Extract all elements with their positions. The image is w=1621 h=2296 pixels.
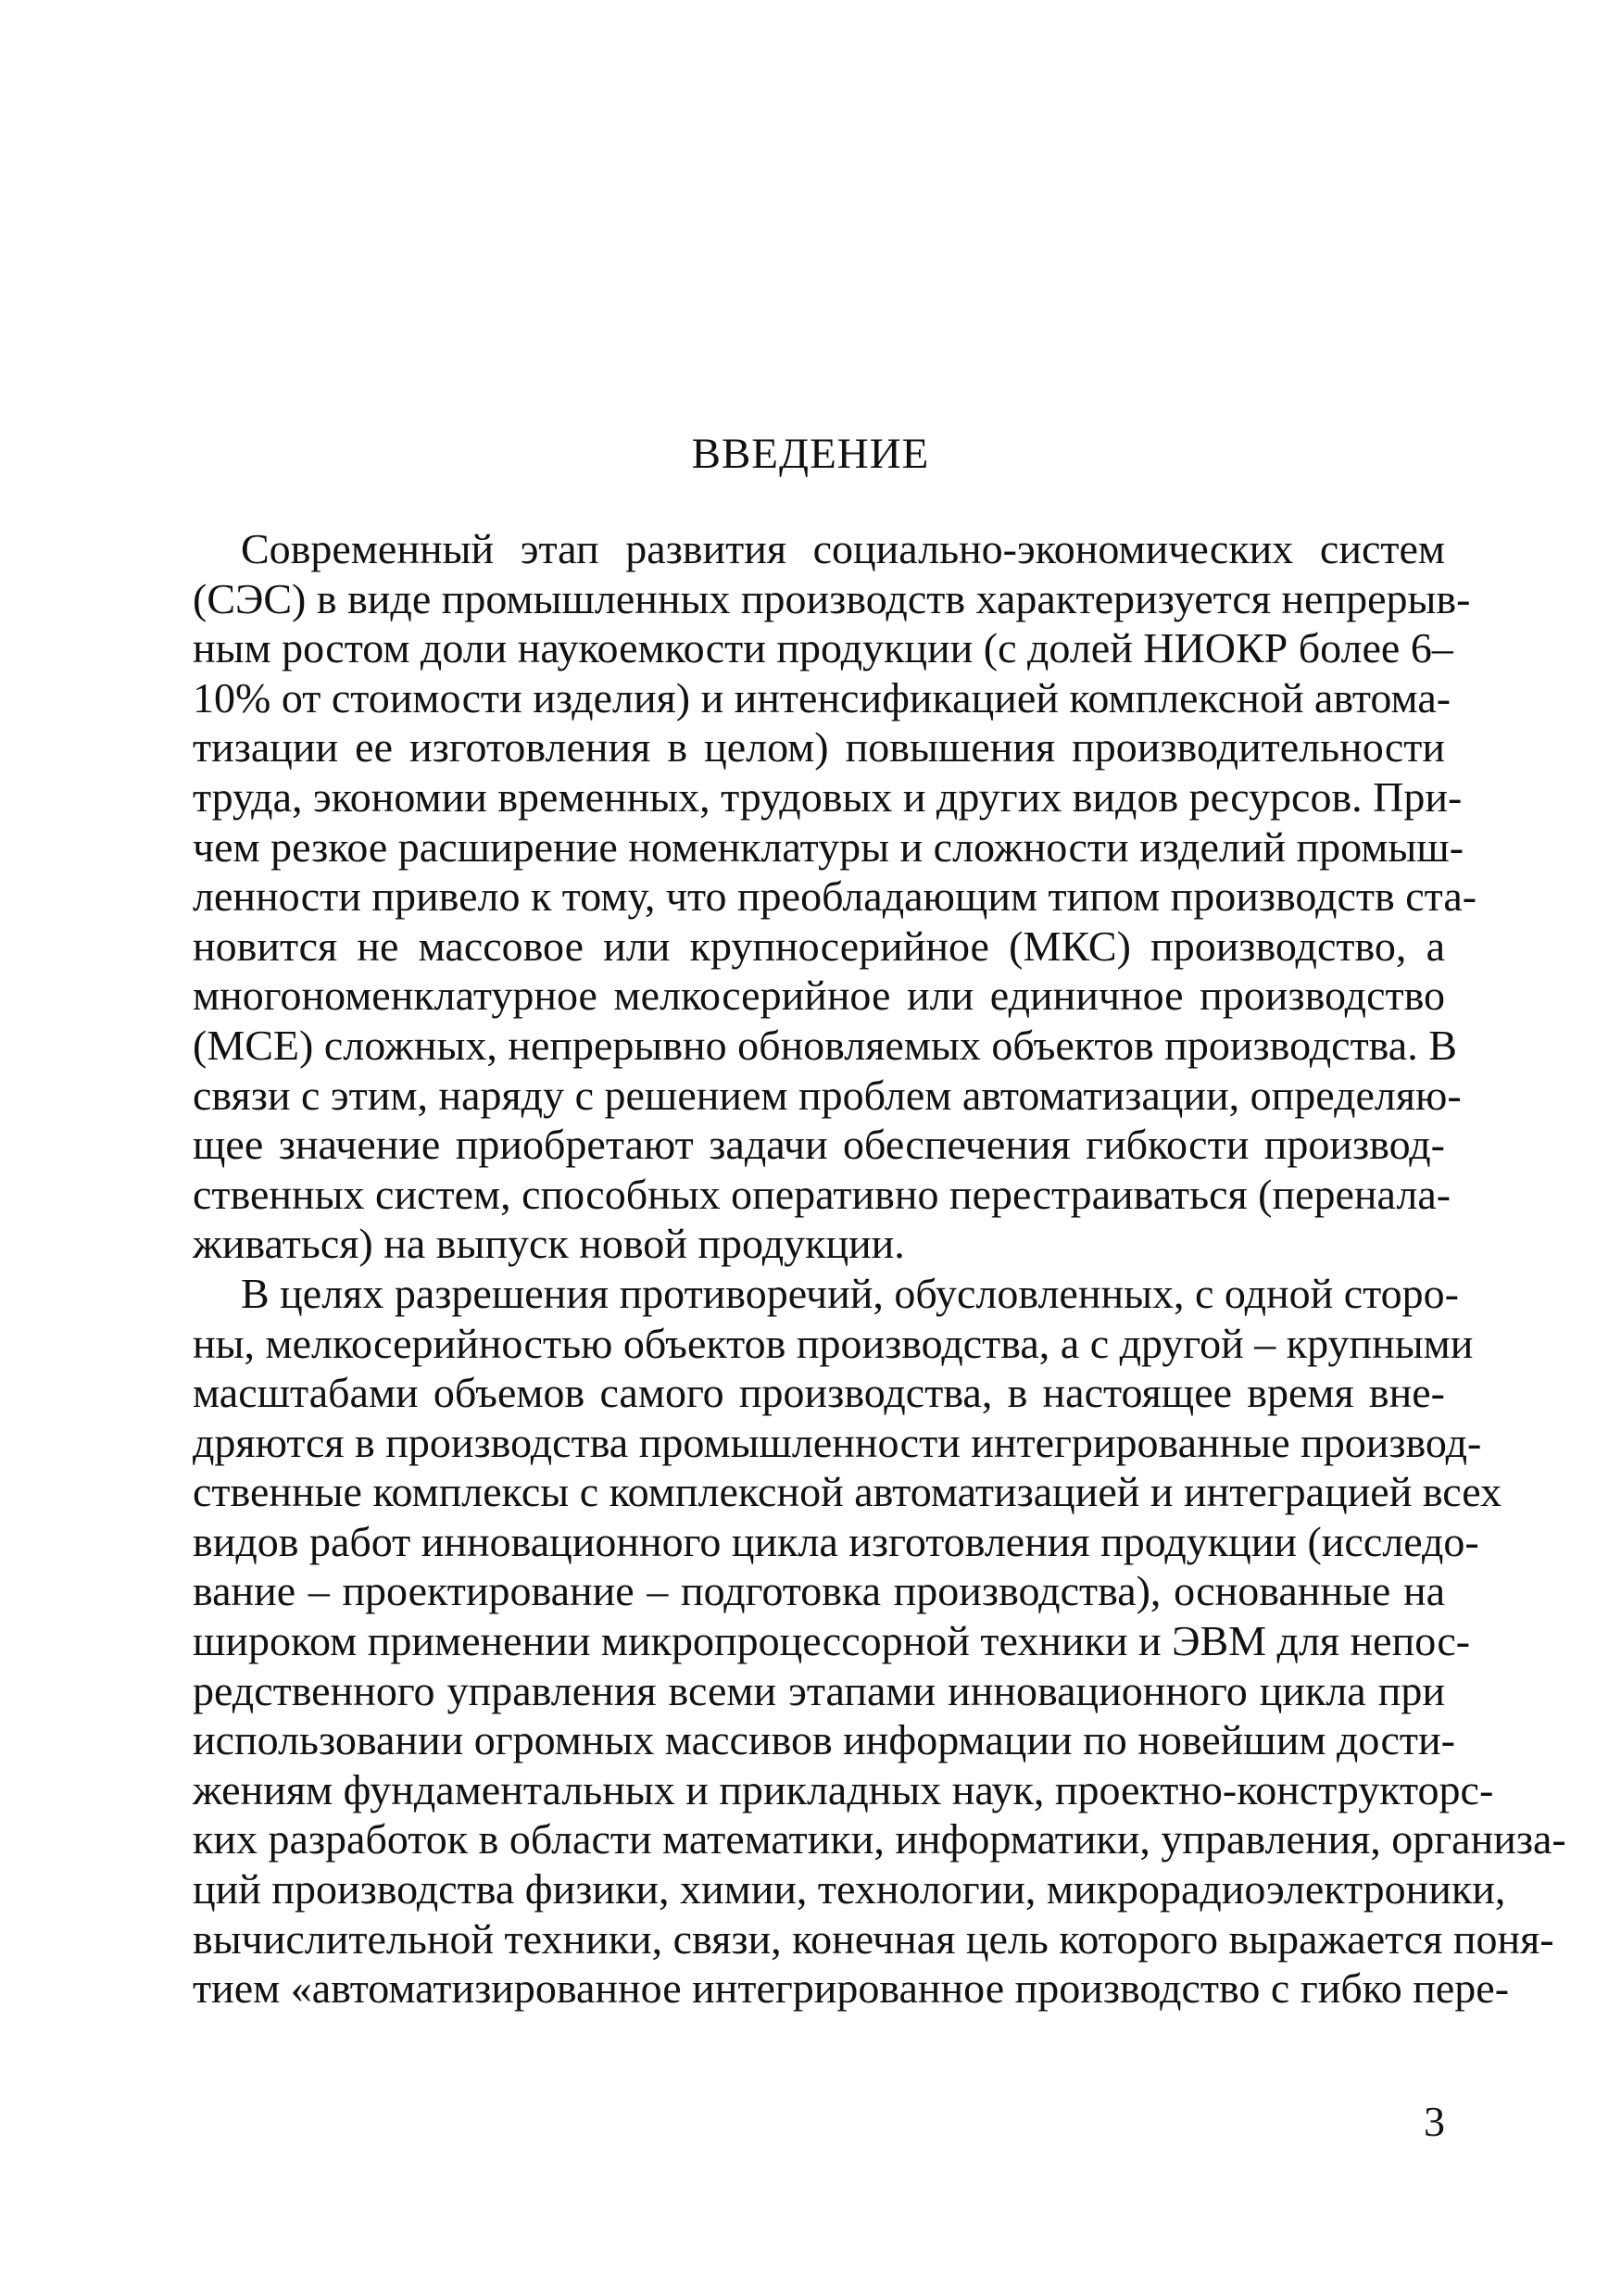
text-line: чем резкое расширение номенклатуры и сложности изделий промыш- [193,822,1464,871]
text-line: ны, мелкосерийностью объектов производства, а с другой – крупными [193,1319,1474,1367]
text-line: труда, экономии временных, трудовых и других видов ресурсов. При- [193,772,1463,821]
paragraph-1 [193,524,1477,1269]
text-line: тием «автоматизированное интегрированное производство с гибко пере- [193,1964,1510,2013]
text-line: широком применении микропроцессорной техники и ЭВМ для непос- [193,1617,1471,1665]
text-line: новится не массовое или крупносерийное (МКС) производство, а [193,922,1445,970]
text-line: живаться) на выпуск новой продукции. [193,1220,905,1268]
text-line: Современный этап развития социально-экономических систем [241,525,1445,572]
text-line: использовании огромных массивов информации по новейшим дости- [193,1716,1455,1764]
page-number: 3 [1424,2098,1445,2145]
text-line: ственные комплексы с комплексной автоматизацией и интеграцией всех [193,1468,1502,1516]
paragraph-2 [193,1269,1566,2014]
text-line: ным ростом доли наукоемкости продукции (с долей НИОКР более 6– [193,624,1453,672]
text-line: связи с этим, наряду с решением проблем автоматизации, определяю- [193,1071,1462,1119]
text-line: 10% от стоимости изделия) и интенсификацией комплексной автома- [193,673,1451,721]
text-line: ких разработок в области математики, информатики, управления, организа- [193,1815,1566,1863]
text-line: жениям фундаментальных и прикладных наук, проектно-конструкторс- [193,1765,1494,1813]
text-line: многономенклатурное мелкосерийное или единичное производство [193,972,1445,1020]
text-line: тизации ее изготовления в целом) повышения производительности [193,723,1445,772]
text-line: В целях разрешения противоречий, обусловленных, с одной сторо- [241,1269,1459,1317]
section-title: ВВЕДЕНИЕ [691,430,930,478]
text-line: вычислительной техники, связи, конечная цель которого выражается поня- [193,1914,1554,1963]
text-line: (СЭС) в виде промышленных производств характеризуется непрерыв- [193,574,1471,622]
text-line: ственных систем, способных оперативно перестраиваться (перенала- [193,1170,1451,1218]
text-line: редственного управления всеми этапами инновационного цикла при [193,1666,1445,1714]
text-line: вание – проектирование – подготовка производства), основанные на [193,1567,1445,1615]
text-line: ций производства физики, химии, технологии, микрорадиоэлектроники, [193,1865,1506,1913]
text-line: (МСЕ) сложных, непрерывно обновляемых объектов производства. В [193,1021,1457,1069]
text-line: масштабами объемов самого производства, в настоящее время вне- [193,1369,1445,1417]
text-line: ленности привело к тому, что преобладающим типом производств ста- [193,872,1477,921]
body-text [193,524,1566,2014]
text-line: видов работ инновационного цикла изготовления продукции (исследо- [193,1517,1479,1565]
text-line: щее значение приобретают задачи обеспечения гибкости производ- [193,1121,1445,1169]
text-line: дряются в производства промышленности интегрированные производ- [193,1418,1482,1466]
